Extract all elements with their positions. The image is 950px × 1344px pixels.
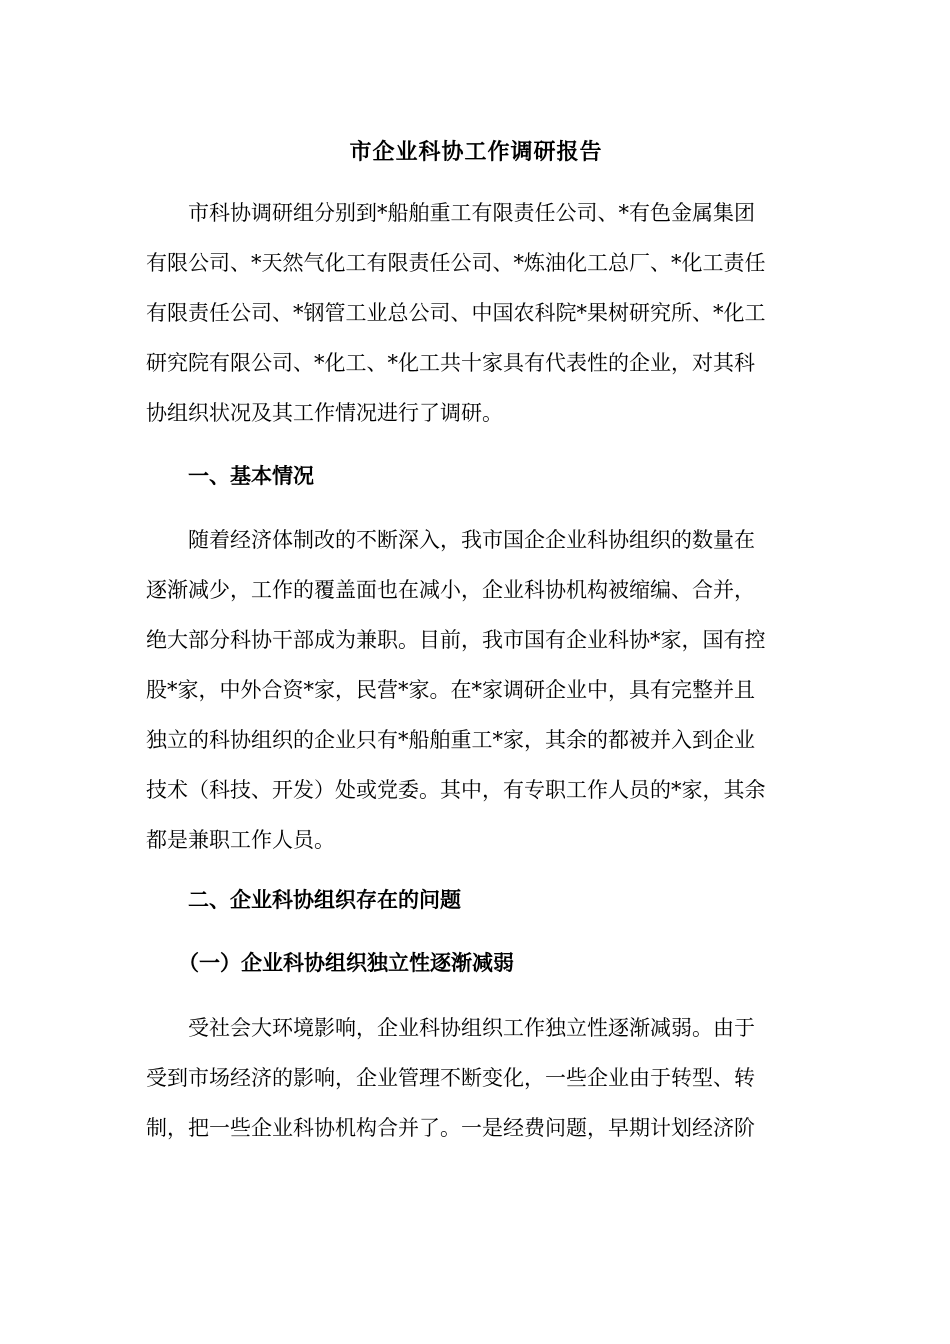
section1-line-7: 都是兼职工作人员。 bbox=[146, 828, 335, 852]
section2-sub1-line-3: 制，把一些企业科协机构合并了。一是经费问题，早期计划经济阶 bbox=[146, 1116, 755, 1140]
section1-line-3: 绝大部分科协干部成为兼职。目前，我市国有企业科协*家，国有控 bbox=[146, 628, 766, 652]
section1-line-5: 独立的科协组织的企业只有*船舶重工*家，其余的都被并入到企业 bbox=[146, 728, 755, 752]
intro-line-2: 有限公司、*天然气化工有限责任公司、*炼油化工总厂、*化工责任 bbox=[146, 251, 766, 275]
intro-line-1: 市科协调研组分别到*船舶重工有限责任公司、*有色金属集团 bbox=[188, 201, 755, 225]
section1-heading: 一、基本情况 bbox=[188, 463, 314, 488]
section1-line-4: 股*家，中外合资*家，民营*家。在*家调研企业中，具有完整并且 bbox=[146, 678, 755, 702]
section2-sub1-line-2: 受到市场经济的影响，企业管理不断变化，一些企业由于转型、转 bbox=[146, 1066, 755, 1090]
section2-heading: 二、企业科协组织存在的问题 bbox=[188, 887, 461, 912]
section2-sub1-paragraph bbox=[146, 1003, 806, 1153]
section2-sub1-line-1: 受社会大环境影响，企业科协组织工作独立性逐渐减弱。由于 bbox=[188, 1016, 755, 1040]
section1-line-2: 逐渐减少，工作的覆盖面也在减小，企业科协机构被缩编、合并， bbox=[146, 578, 755, 602]
intro-line-5: 协组织状况及其工作情况进行了调研。 bbox=[146, 401, 503, 425]
intro-paragraph bbox=[146, 188, 806, 438]
section1-line-6: 技术（科技、开发）处或党委。其中，有专职工作人员的*家，其余 bbox=[146, 778, 766, 802]
section2-sub1-heading: （一）企业科协组织独立性逐渐减弱 bbox=[178, 950, 514, 975]
intro-line-3: 有限责任公司、*钢管工业总公司、中国农科院*果树研究所、*化工 bbox=[146, 301, 766, 325]
document-title: 市企业科协工作调研报告 bbox=[349, 139, 603, 165]
intro-line-4: 研究院有限公司、*化工、*化工共十家具有代表性的企业，对其科 bbox=[146, 351, 755, 375]
section1-line-1: 随着经济体制改的不断深入，我市国企企业科协组织的数量在 bbox=[188, 528, 755, 552]
section1-paragraph bbox=[146, 515, 806, 865]
